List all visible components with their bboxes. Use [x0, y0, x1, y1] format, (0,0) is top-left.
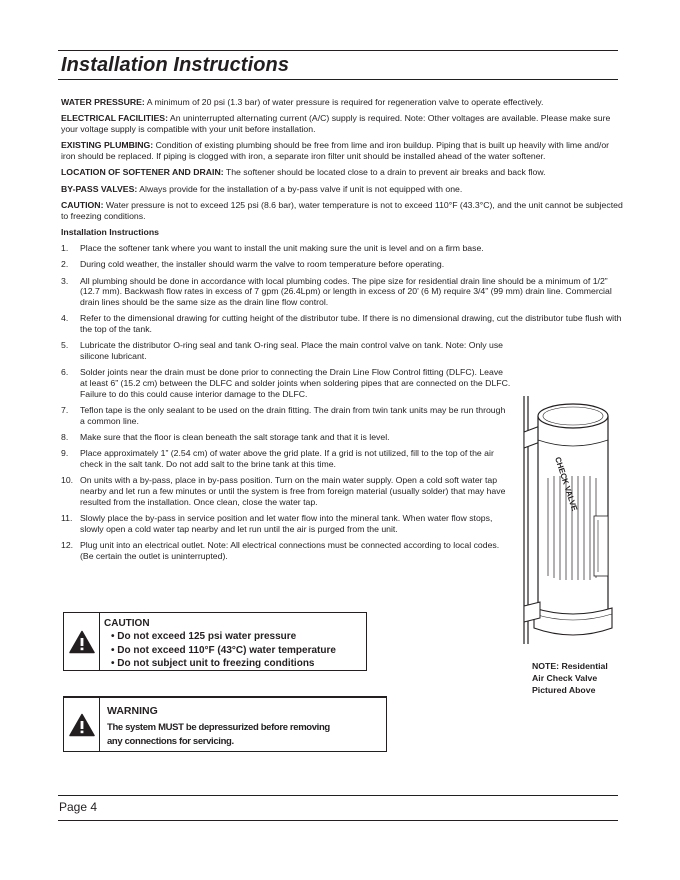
air-check-valve-illustration	[518, 396, 628, 656]
paragraph-label: BY-PASS VALVES:	[61, 183, 138, 194]
warning-icon-cell	[64, 698, 100, 751]
paragraph-text: An uninterrupted alternating current (A/C) supply is required. Note: Other voltages are available. Please make sure your voltage supply is compatible with your unit before installation.	[61, 113, 611, 134]
step-item	[61, 405, 511, 426]
water-pressure-paragraph	[61, 97, 623, 108]
warning-line: any connections for servicing.	[107, 736, 234, 747]
step-number: 4.	[61, 313, 69, 324]
paragraph-label: EXISTING PLUMBING:	[61, 140, 154, 151]
steps-heading: Installation Instructions	[61, 226, 159, 237]
step-number: 6.	[61, 367, 69, 378]
caution-box	[63, 612, 367, 671]
warning-triangle-icon	[69, 630, 95, 654]
location-paragraph	[61, 167, 623, 178]
paragraph-text: The softener should be located close to a drain to prevent air breaks and back flow.	[223, 167, 546, 178]
paragraph-label: WATER PRESSURE:	[61, 97, 145, 107]
footer-rule-top	[58, 795, 618, 796]
caption-line: Pictured Above	[532, 685, 596, 695]
warning-triangle-icon	[69, 713, 95, 737]
step-number: 8.	[61, 432, 69, 443]
caution-icon-cell	[64, 613, 100, 670]
step-text: Slowly place the by-pass in service position and let water flow into the mineral tank. When water flow stops, slowly open a cold water tap nearby and let run until the air is purged from the unit.	[80, 513, 493, 534]
caution-bullet: • Do not exceed 110°F (43°C) water temperature	[111, 644, 336, 656]
step-item	[61, 243, 623, 254]
paragraph-label: CAUTION:	[61, 199, 104, 210]
step-item	[61, 276, 623, 308]
step-item	[61, 313, 623, 334]
caption-line: Air Check Valve	[532, 673, 598, 683]
step-item	[61, 367, 511, 399]
step-number: 7.	[61, 405, 69, 416]
step-item	[61, 432, 511, 443]
bypass-paragraph	[61, 184, 623, 195]
step-text: Place approximately 1” (2.54 cm) of water above the grid plate. If a grid is not utilized, fill to the top of the air check in the salt tank. Do not add salt to the brine tank at this time.	[80, 448, 494, 470]
caution-heading: CAUTION	[104, 618, 150, 629]
step-item	[61, 513, 511, 534]
caution-bullet: • Do not exceed 125 psi water pressure	[111, 631, 297, 642]
header-rule-top	[58, 50, 618, 51]
step-number: 5.	[61, 340, 69, 351]
paragraph-text: Condition of existing plumbing should be free from lime and iron buildup. Piping that is built up heavily with lime and/or iron should be replaced. If piping is clogged with iron, a separate iron filter unit should be installed ahead of the water softener.	[61, 140, 610, 161]
footer-rule-bottom	[58, 820, 618, 821]
caution-paragraph	[61, 200, 623, 221]
caption-line: NOTE: Residential	[532, 661, 608, 671]
step-number: 3.	[61, 275, 69, 286]
warning-box	[63, 696, 387, 752]
step-text: Place the softener tank where you want to install the unit making sure the unit is level and on a firm base.	[80, 243, 484, 254]
air-check-valve-figure	[518, 396, 628, 656]
header-rule-bottom	[58, 79, 618, 80]
paragraph-text: Always provide for the installation of a by-pass valve if unit is not equipped with one.	[137, 183, 463, 194]
page-number: Page 4	[59, 800, 98, 814]
step-text: Make sure that the floor is clean beneath the salt storage tank and that it is level.	[80, 432, 390, 443]
step-number: 1.	[61, 243, 69, 254]
warning-line: The system MUST be depressurized before removing	[107, 722, 330, 733]
step-number: 12.	[61, 540, 74, 551]
paragraph-label: ELECTRICAL FACILITIES:	[61, 113, 168, 124]
paragraph-text: Water pressure is not to exceed 125 psi (8.6 bar), water temperature is not to exceed 110°F (43.3°C), and the unit cannot be subjected to freezing conditions.	[61, 199, 623, 221]
warning-content	[101, 698, 386, 751]
step-number: 2.	[61, 259, 69, 270]
step-item	[61, 340, 511, 361]
caution-bullet: • Do not subject unit to freezing conditions	[111, 658, 315, 669]
step-text: Teflon tape is the only sealant to be used on the drain fitting. The drain from twin tank units may be run through a common line.	[80, 405, 506, 426]
step-item	[61, 259, 623, 270]
step-number: 9.	[61, 448, 69, 459]
warning-heading: WARNING	[107, 705, 158, 717]
step-text: On units with a by-pass, place in by-pass position. Turn on the main water supply. Open a cold soft water tap nearby and let run a few minutes or until the system is free from foreign material (usually solder) that may have resulted from the installation. Once clean, close the water tap.	[80, 475, 506, 507]
step-number: 10.	[61, 475, 74, 486]
valve-imprint-text: CHECK VALVE	[553, 455, 580, 513]
step-item	[61, 475, 511, 507]
step-text: Plug unit into an electrical outlet. Note: All electrical connections must be connected according to local codes. (Be certain the outlet is uninterrupted).	[80, 540, 500, 561]
paragraph-text: A minimum of 20 psi (1.3 bar) of water pressure is required for regeneration valve to operate effectively.	[144, 97, 544, 107]
step-text: Solder joints near the drain must be done prior to connecting the Drain Line Flow Control fitting (DLFC). Leave at least 6” (15.2 cm) between the DLFC and solder joints when soldering pipes that are connected on the DLFC. Failure to do this could cause interior damage to the DLFC.	[80, 367, 511, 399]
electrical-paragraph	[61, 113, 623, 134]
step-item	[61, 448, 511, 469]
figure-caption	[532, 660, 632, 696]
step-text: Refer to the dimensional drawing for cutting height of the distributor tube. If there is no dimensional drawing, cut the distributor tube flush with the top of the tank.	[80, 313, 622, 335]
step-text: All plumbing should be done in accordance with local plumbing codes. The pipe size for residential drain line should be a minimum of 1/2” (12.7 mm). Backwash flow rates in excess of 7 gpm (26.4Lpm) or length in excess of 20’ (6 M) require 3/4” (99 mm) drain line. Commercial drain lines should be the same size as the drain line flow control.	[80, 275, 612, 308]
step-text: During cold weather, the installer should warm the valve to room temperature before operating.	[80, 259, 445, 270]
caution-content	[101, 613, 366, 670]
existing-plumbing-paragraph	[61, 140, 623, 161]
step-text: Lubricate the distributor O-ring seal and tank O-ring seal. Place the main control valve on tank. Note: Only use silicone lubricant.	[80, 340, 504, 362]
step-number: 11.	[61, 513, 73, 524]
page-title: Installation Instructions	[61, 54, 290, 76]
paragraph-label: LOCATION OF SOFTENER AND DRAIN:	[61, 167, 224, 178]
step-item	[61, 540, 511, 561]
